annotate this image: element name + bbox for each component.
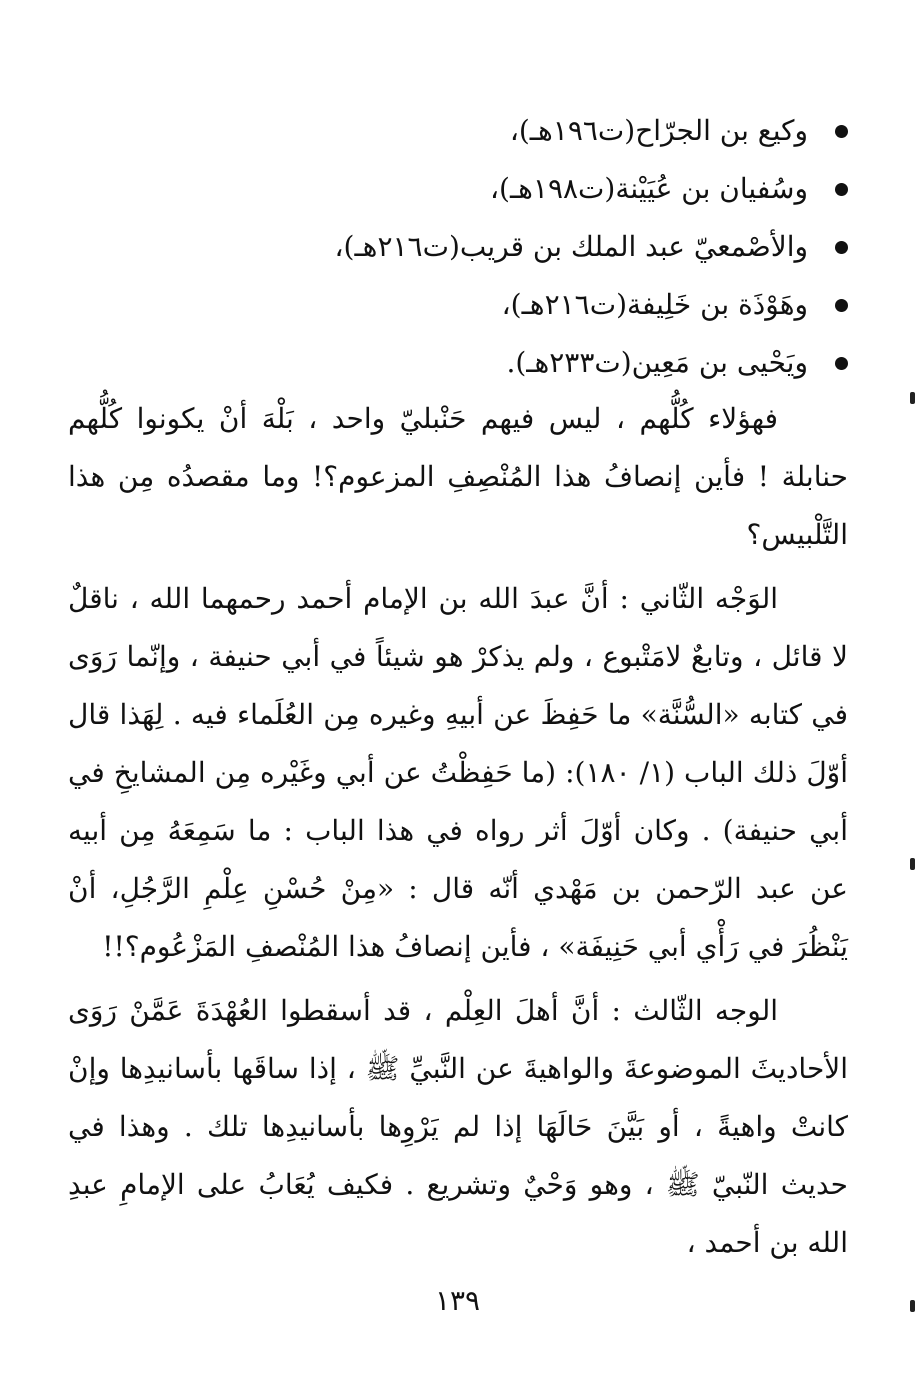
list-item xyxy=(68,166,848,224)
paragraph-third-aspect: الوجه الثّالث : أنَّ أهلَ العِلْم ، قد أسقطوا العُهْدَةَ عَمَّنْ رَوَى الأحاديثَ الموضوعةَ والواهيةَ عن النَّبيِّ ﷺ ، إذا ساقَها بأسانيدِها وإنْ كانتْ واهيةً ، أو بَيَّنَ حَالَهَا إذا لم يَرْوِها بأسانيدِها تلك . وهذا في حديث النّبيّ ﷺ ، وهو وَحْيٌ وتشريع . فكيف يُعَابُ على الإمامِ عبدِ الله بن أحمد ، xyxy=(68,994,848,1259)
list-item xyxy=(68,224,848,282)
paragraph-second-aspect: الوَجْه الثّاني : أنَّ عبدَ الله بن الإمام أحمد رحمهما الله ، ناقلٌ لا قائل ، وتابعٌ لامَتْبوع ، ولم يذكرْ هو شيئاً في أبي حنيفة ، وإنّما رَوَى في كتابه «السُّنَّة» ما حَفِظَ عن أبيهِ وغيره مِن العُلَماء فيه . لِهَذا قال أوّلَ ذلك الباب (١/ ١٨٠): (ما حَفِظْتُ عن أبي وغَيْره مِن المشايخِ في أبي حنيفة) . وكان أوّلَ أثر رواه في هذا الباب : ما سَمِعَهُ مِن أبيه عن عبد الرّحمن بن مَهْدي أنّه قال : «مِنْ حُسْنِ عِلْمِ الرَّجُلِ، أنْ يَنْظُرَ في رَأْي أبي حَنِيفَة» ، فأين إنصافُ هذا المُنْصفِ المَزْعُوم؟!! xyxy=(68,582,848,963)
list-item xyxy=(68,282,848,340)
narrators-list xyxy=(68,108,848,398)
list-item-text: وكيع بن الجرّاح(ت١٩٦هـ)، xyxy=(509,114,808,147)
list-item-text: وهَوْذَة بن خَلِيفة(ت٢١٦هـ)، xyxy=(501,288,808,321)
bullet-icon xyxy=(835,299,848,312)
paragraph-summary: فهؤلاء كُلُّهم ، ليس فيهم حَنْبليّ واحد ، بَلْهَ أنْ يكونوا كُلُّهم حنابلة ! فأين إنصافُ هذا المُنْصِفِ المزعوم؟! وما مقصدُه مِن هذا التَّلْبيس؟ xyxy=(68,402,848,551)
body-text xyxy=(68,390,848,1272)
bullet-icon xyxy=(835,241,848,254)
margin-mark-icon xyxy=(910,1300,915,1312)
margin-mark-icon xyxy=(910,392,915,404)
bullet-icon xyxy=(835,125,848,138)
list-item xyxy=(68,108,848,166)
list-item-text: ويَحْيى بن مَعِين(ت٢٣٣هـ). xyxy=(506,346,808,379)
list-item-text: والأصْمعيّ عبد الملك بن قريب(ت٢١٦هـ)، xyxy=(334,230,808,263)
bullet-icon xyxy=(835,357,848,370)
page-number: ١٣٩ xyxy=(434,1284,481,1317)
bullet-icon xyxy=(835,183,848,196)
margin-mark-icon xyxy=(910,858,915,870)
list-item-text: وسُفيان بن عُيَيْنة(ت١٩٨هـ)، xyxy=(489,172,808,205)
